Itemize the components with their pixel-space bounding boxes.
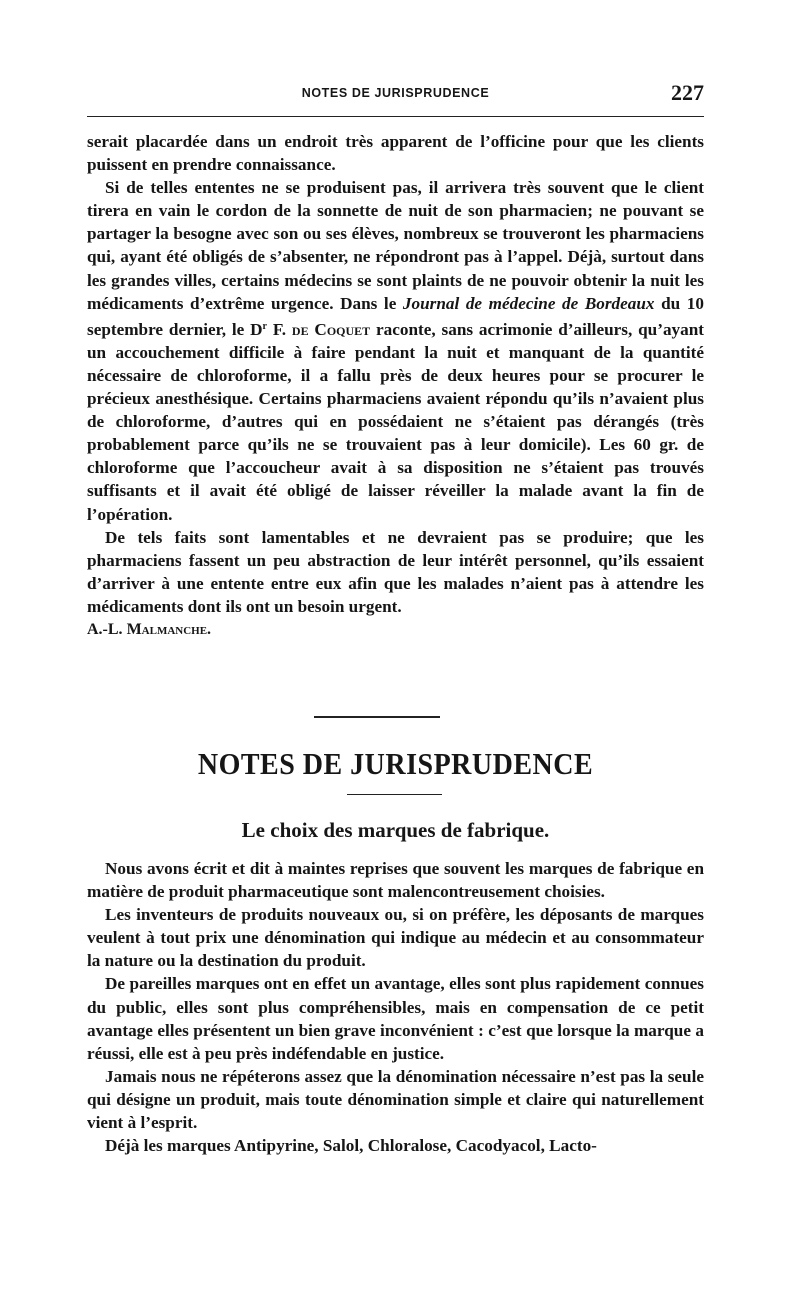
running-head: [87, 80, 704, 110]
signature-initials: A.-L.: [87, 620, 127, 638]
paragraph: Nous avons écrit et dit à maintes reprises que souvent les marques de fabrique en matière de produit pharmaceutique sont malencontreusement choisies.: [87, 859, 704, 902]
signature-name: Malmanche.: [126, 620, 212, 638]
page-number: 227: [671, 80, 704, 105]
text-run: F.: [266, 319, 292, 339]
paragraph: Déjà les marques Antipyrine, Salol, Chloralose, Cacodyacol, Lacto-: [105, 1136, 597, 1156]
running-title: NOTES DE JURISPRUDENCE: [301, 86, 490, 100]
title-underline-rule: [347, 794, 442, 795]
paragraph: Jamais nous ne répéterons assez que la dénomination nécessaire n’est pas la seule qui désigne un produit, mais toute dénomination simple et claire qui naturellement vient à l’esprit.: [87, 1066, 704, 1133]
doctor-name: de Coquet: [291, 319, 371, 339]
text-run: Si de telles ententes ne se produisent pas, il arrivera très souvent que le client tirera en vain le cordon de la sonnette de nuit de son pharmacien; ne pouvant se partager la besogne avec son ou ses élèves, nombreux se trouveront les pharmaciens qui, ayant été obligés de s’absenter, ne répondront pas à l’appel. Déjà, surtout dans les grandes villes, certains médecins se sont plaints de ne pouvoir obtenir la nuit les médicaments d’extrême urgence. Dans le: [87, 178, 704, 313]
text-run: du 10 septembre dernier, le D: [87, 293, 704, 339]
paragraph: Les inventeurs de produits nouveaux ou, si on préfère, les déposants de marques veulent à tout prix une dénomination qui indique au médecin et au consommateur la nature ou la destination du produit.: [87, 905, 704, 971]
paragraph: De tels faits sont lamentables et ne devraient pas se produire; que les pharmaciens fassent un peu abstraction de leur intérêt personnel, qu’ils essaient d’arriver à une entente entre eux afin que les malades n’aient pas à attendre les médicaments dont ils ont un besoin urgent.: [87, 527, 704, 616]
signature: [87, 618, 704, 642]
subsection-title: Le choix des marques de fabrique.: [241, 818, 550, 842]
text-run: raconte, sans acrimonie d’ailleurs, qu’ayant un accouchement difficile à faire pendant la nuit et manquant de la quantité nécessaire de chloroforme, il a fallu près de deux heures pour se procurer le précieux anesthésique. Certains pharmaciens avaient répondu qu’ils n’avaient plus de chloroforme, d’autres qui en possédaient ne s’étaient pas dérangés (très probablement parce qu’ils ne se trouvaient pas à leur domicile). Les 60 gr. de chloroforme que l’accoucheur avait à sa disposition ne s’étaient pas trouvés suffisants et il avait été obligé de laisser réveiller la malade avant la fin de l’opération.: [87, 319, 705, 524]
section-separator-rule: [314, 716, 440, 718]
journal-title: Journal de médecine de Bordeaux: [402, 293, 655, 313]
section-body: [87, 857, 704, 1157]
letter-body: [87, 130, 704, 642]
superscript: r: [262, 320, 267, 332]
paragraph: De pareilles marques ont en effet un avantage, elles sont plus rapidement connues du public, elles sont plus compréhensibles, mais en compensation de ce petit avantage elles présentent un bien grave inconvénient : c’est que lorsque la marque a réussi, elle est à peu près indéfendable en justice.: [87, 974, 704, 1063]
paragraph: serait placardée dans un endroit très apparent de l’officine pour que les clients puissent en prendre connaissance.: [87, 132, 704, 175]
section-title: NOTES DE JURISPRUDENCE: [197, 748, 594, 782]
header-rule: [87, 116, 704, 117]
paragraph: [87, 176, 704, 525]
